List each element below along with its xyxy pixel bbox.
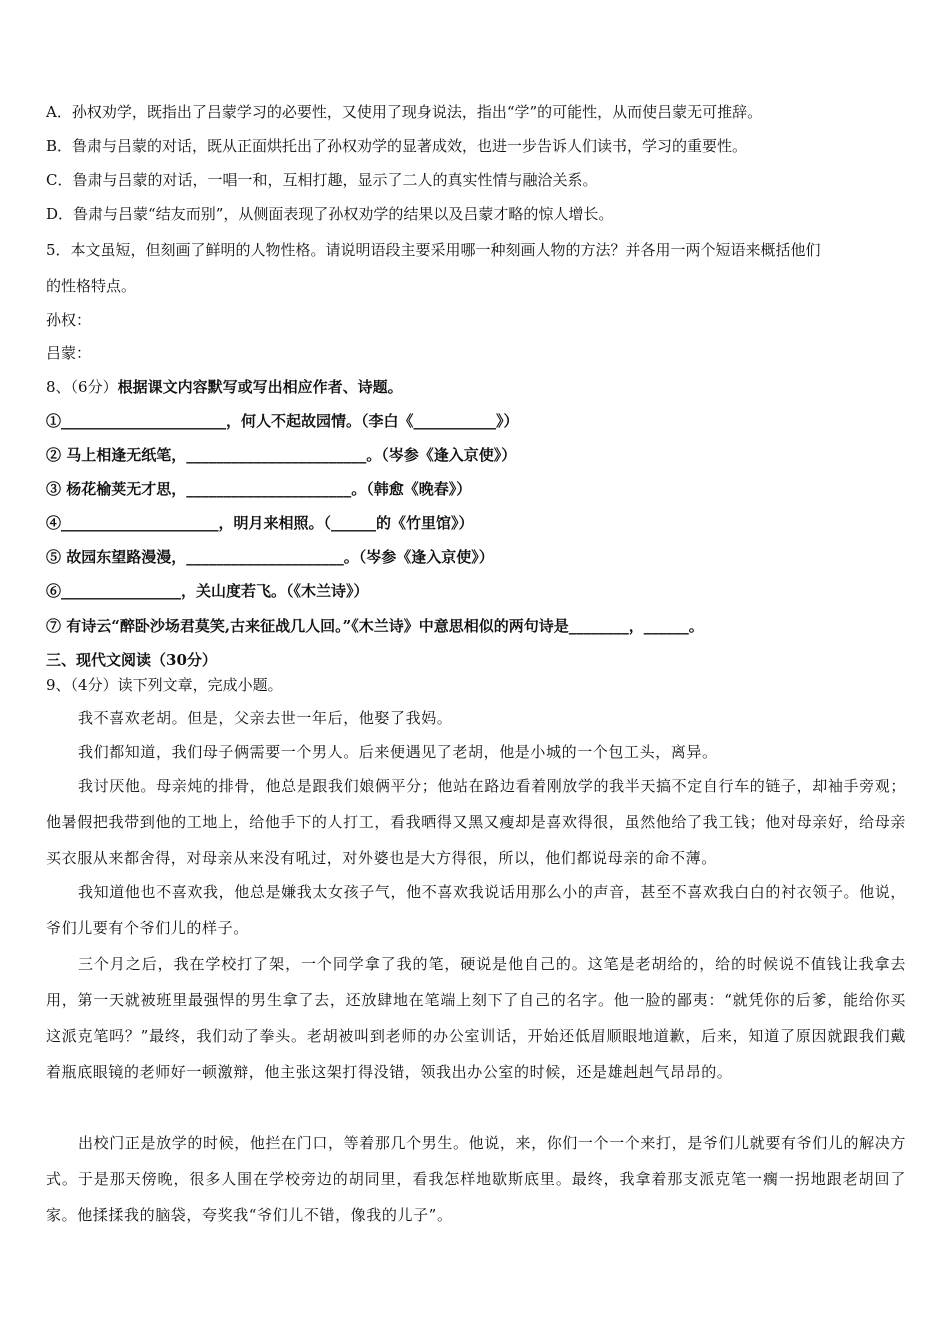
passage-paragraph-2: 我们都知道，我们母子俩需要一个男人。后来便遇见了老胡，他是小城的一个包工头，离异。 <box>78 743 718 761</box>
passage-paragraph-6: 出校门正是放学的时候，他拦在门口，等着那几个男生。他说，来，你们一个一个来打，是爷们儿就要有爷们儿的解决方式。于是那天傍晚，很多人围在学校旁边的胡同里，看我怎样地歇斯底里。最终，我拿着那支派克笔一瘸一拐地跟老胡回了家。他揉揉我的脑袋，夸奖我“爷们儿不错，像我的儿子”。 <box>46 1134 906 1224</box>
question-8-header <box>46 377 906 397</box>
fill-blank-5: ⑤ 故园东望路漫漫，_____________________。（岑参《逢入京使》） <box>46 548 494 566</box>
option-b <box>46 136 906 156</box>
option-letter: B． <box>46 137 73 155</box>
question-9-header: 9、（4分）读下列文章，完成小题。 <box>46 676 283 694</box>
question-prompt: 根据课文内容默写或写出相应作者、诗题。 <box>117 378 403 396</box>
option-a <box>46 102 906 122</box>
fill-blank-4: ④_____________________，明月来相照。（______的《竹里馆》） <box>46 514 474 532</box>
option-letter: D． <box>46 205 74 223</box>
passage-paragraph-5: 三个月之后，我在学校打了架，一个同学拿了我的笔，硬说是他自己的。这笔是老胡给的，给的时候说不值钱让我拿去用，第一天就被班里最强悍的男生拿了去，还放肆地在笔端上刻下了自己的名字。他一脸的鄙夷：“就凭你的后爹，能给你买这派克笔吗？”最终，我们动了拳头。老胡被叫到老师的办公室训话，开始还低眉顺眼地道歉，后来，知道了原因就跟我们戴着瓶底眼镜的老师好一顿激辩，他主张这架打得没错，领我出办公室的时候，还是雄赳赳气昂昂的。 <box>46 955 906 1081</box>
question-number: 8、（6分） <box>46 378 118 396</box>
answer-label-sunquan: 孙权： <box>46 311 92 329</box>
option-text: 孙权劝学，既指出了吕蒙学习的必要性，又使用了现身说法，指出“学”的可能性，从而使吕蒙无可推辞。 <box>71 103 763 121</box>
option-text: 鲁肃与吕蒙的对话，一唱一和，互相打趣，显示了二人的真实性情与融洽关系。 <box>72 171 598 189</box>
passage-paragraph-4: 我知道他也不喜欢我，他总是嫌我太女孩子气，他不喜欢我说话用那么小的声音，甚至不喜欢我白白的衬衣领子。他说，爷们儿要有个爷们儿的样子。 <box>46 883 906 937</box>
option-c <box>46 170 906 190</box>
fill-blank-7: ⑦ 有诗云“醉卧沙场君莫笑,古来征战几人回。”《木兰诗》中意思相似的两句诗是________，______。 <box>46 617 704 635</box>
section-title: 三、现代文阅读（30分） <box>46 651 217 669</box>
fill-blank-2: ② 马上相逢无纸笔，________________________。（岑参《逢入京使》） <box>46 446 517 464</box>
answer-label-lvmeng: 吕蒙： <box>46 344 92 362</box>
question-5-line2: 的性格特点。 <box>46 277 137 295</box>
passage-paragraph-3: 我讨厌他。母亲炖的排骨，他总是跟我们娘俩平分；他站在路边看着刚放学的我半天搞不定自行车的链子，却袖手旁观；他暑假把我带到他的工地上，给他手下的人打工，看我晒得又黑又瘦却是喜欢得很，虽然他给了我工钱；他对母亲好，给母亲买衣服从来都舍得，对母亲从来没有吼过，对外婆也是大方得很，所以，他们都说母亲的命不薄。 <box>46 777 906 867</box>
option-letter: C． <box>46 171 73 189</box>
fill-blank-6: ⑥________________，关山度若飞。（《木兰诗》） <box>46 582 369 600</box>
option-letter: A． <box>46 103 72 121</box>
fill-blank-3: ③ 杨花榆荚无才思，______________________。（韩愈《晚春》） <box>46 480 472 498</box>
passage-paragraph-1: 我不喜欢老胡。但是，父亲去世一年后，他娶了我妈。 <box>78 709 453 727</box>
fill-blank-1: ①______________________，何人不起故园情。（李白《___________》） <box>46 412 519 430</box>
option-text: 鲁肃与吕蒙的对话，既从正面烘托出了孙权劝学的显著成效，也进一步告诉人们读书，学习的重要性。 <box>72 137 748 155</box>
option-text: 鲁肃与吕蒙“结友而别”，从侧面表现了孙权劝学的结果以及吕蒙才略的惊人增长。 <box>73 205 614 223</box>
question-5-line1: 5．本文虽短，但刻画了鲜明的人物性格。请说明语段主要采用哪一种刻画人物的方法？并各用一两个短语来概括他们 <box>46 241 821 259</box>
option-d <box>46 204 906 224</box>
